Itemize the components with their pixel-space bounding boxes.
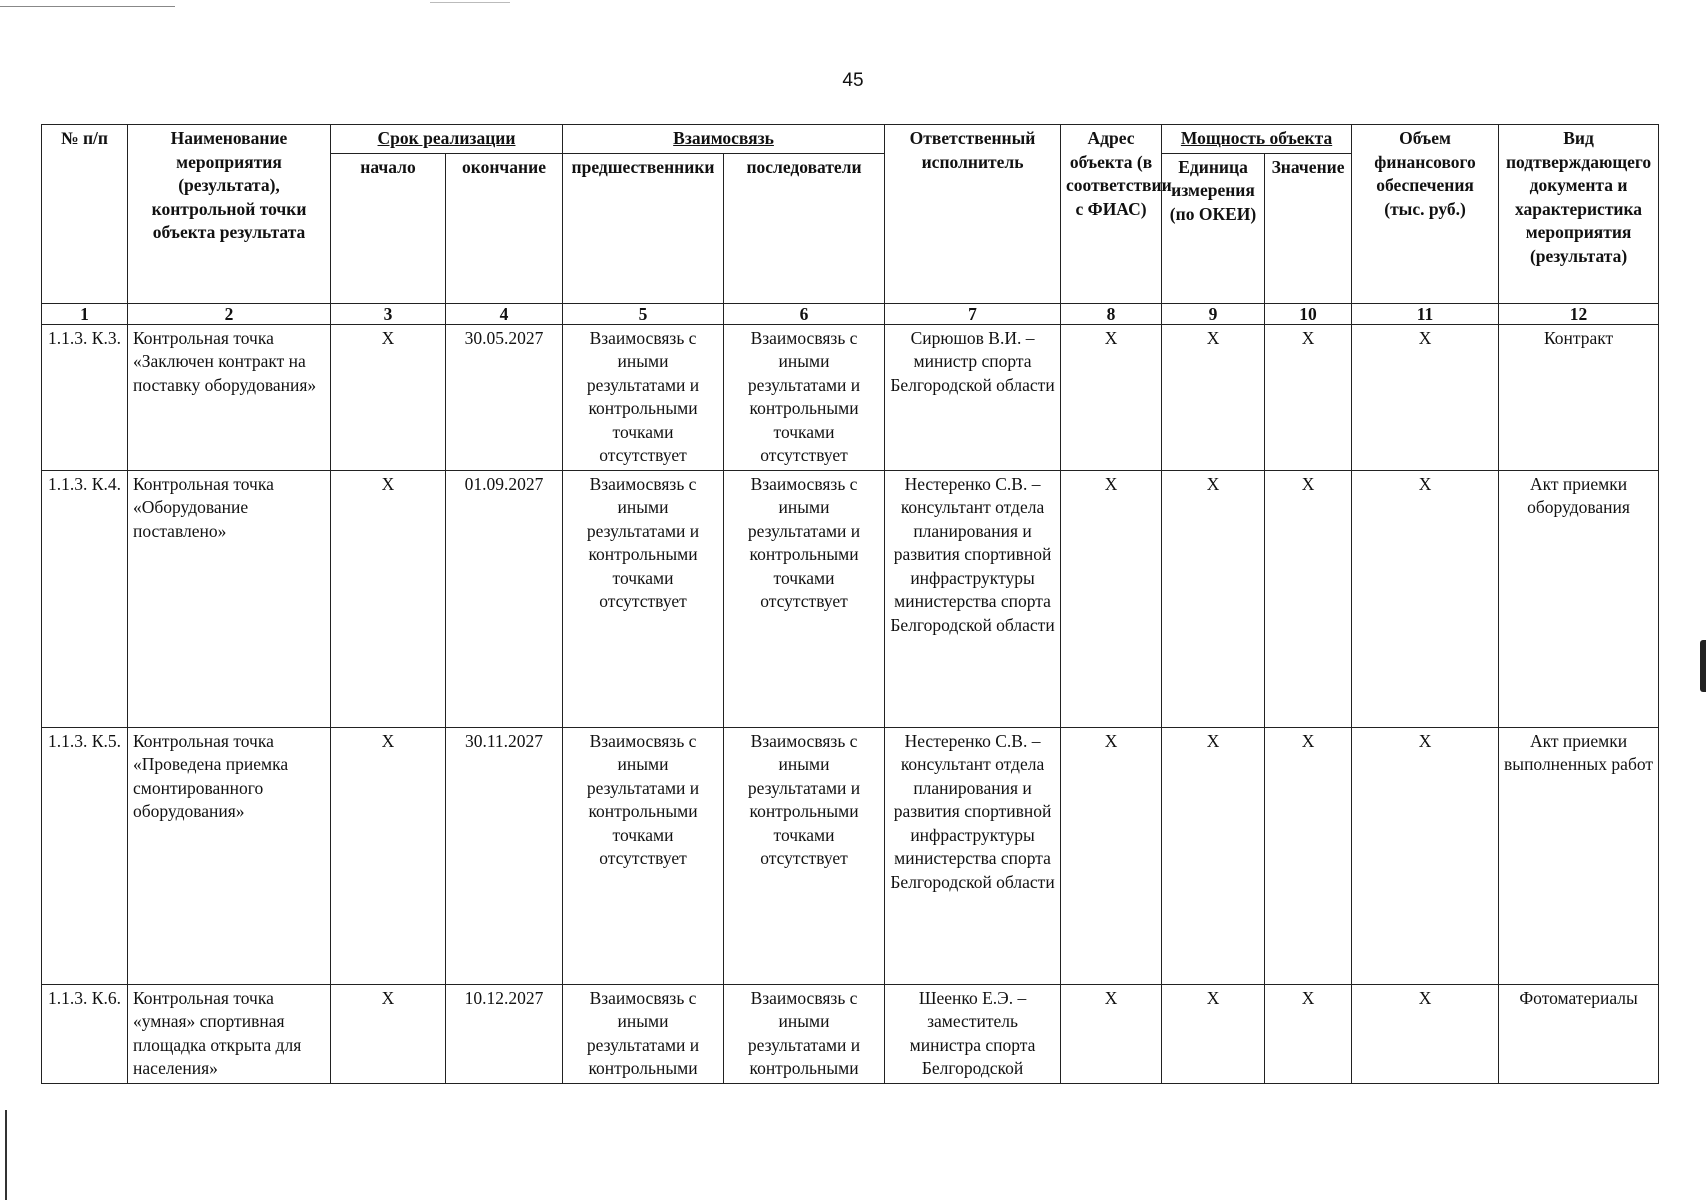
row-predecessors: Взаимосвязь с иными результатами и контрольными точками отсутствует: [563, 727, 724, 984]
column-number: 6: [724, 303, 885, 324]
header-num: № п/п: [42, 125, 128, 304]
row-finance: X: [1352, 470, 1499, 727]
row-unit: X: [1162, 727, 1265, 984]
table-row: [42, 324, 1659, 470]
row-doc: Фотоматериалы: [1499, 984, 1659, 1083]
row-num: 1.1.3. К.6.: [42, 984, 128, 1083]
header-finance: Объем финансового обеспечения (тыс. руб.): [1352, 125, 1499, 304]
row-predecessors: Взаимосвязь с иными результатами и контрольными точками отсутствует: [563, 324, 724, 470]
row-successors: Взаимосвязь с иными результатами и контрольными точками отсутствует: [724, 727, 885, 984]
column-number: 7: [885, 303, 1061, 324]
page-number: 45: [842, 70, 864, 91]
row-successors: Взаимосвязь с иными результатами и контрольными: [724, 984, 885, 1083]
column-number: 5: [563, 303, 724, 324]
header-end: окончание: [446, 153, 563, 303]
row-name: Контрольная точка «Заключен контракт на поставку оборудования»: [128, 324, 331, 470]
row-start: X: [331, 984, 446, 1083]
row-start: X: [331, 470, 446, 727]
header-address: Адрес объекта (в соответствии с ФИАС): [1061, 125, 1162, 304]
row-doc: Контракт: [1499, 324, 1659, 470]
header-name: Наименование мероприятия (результата), контрольной точки объекта результата: [128, 125, 331, 304]
header-predecessors: предшественники: [563, 153, 724, 303]
row-value: X: [1265, 470, 1352, 727]
row-doc: Акт приемки выполненных работ: [1499, 727, 1659, 984]
row-responsible: Нестеренко С.В. – консультант отдела планирования и развития спортивной инфраструктуры министерства спорта Белгородской области: [885, 727, 1061, 984]
header-value: Значение: [1265, 153, 1352, 303]
row-value: X: [1265, 727, 1352, 984]
column-number: 8: [1061, 303, 1162, 324]
scan-artifact-line: [430, 2, 510, 3]
header-successors: последователи: [724, 153, 885, 303]
row-num: 1.1.3. К.3.: [42, 324, 128, 470]
header-row-1: [42, 125, 1659, 154]
row-name: Контрольная точка «умная» спортивная площадка открыта для населения»: [128, 984, 331, 1083]
row-num: 1.1.3. К.5.: [42, 727, 128, 984]
column-number: 3: [331, 303, 446, 324]
row-end: 01.09.2027: [446, 470, 563, 727]
row-value: X: [1265, 984, 1352, 1083]
row-finance: X: [1352, 727, 1499, 984]
column-number-row: [42, 303, 1659, 324]
column-number: 1: [42, 303, 128, 324]
column-number: 10: [1265, 303, 1352, 324]
row-value: X: [1265, 324, 1352, 470]
row-predecessors: Взаимосвязь с иными результатами и контрольными точками отсутствует: [563, 470, 724, 727]
row-num: 1.1.3. К.4.: [42, 470, 128, 727]
row-responsible: Сирюшов В.И. – министр спорта Белгородской области: [885, 324, 1061, 470]
row-start: X: [331, 727, 446, 984]
table-row: [42, 470, 1659, 727]
scan-artifact-mark: [5, 1110, 7, 1200]
row-address: X: [1061, 984, 1162, 1083]
row-address: X: [1061, 324, 1162, 470]
column-number: 9: [1162, 303, 1265, 324]
row-successors: Взаимосвязь с иными результатами и контрольными точками отсутствует: [724, 324, 885, 470]
column-number: 2: [128, 303, 331, 324]
row-end: 10.12.2027: [446, 984, 563, 1083]
column-number: 12: [1499, 303, 1659, 324]
scan-artifact-mark: [1700, 640, 1706, 692]
row-unit: X: [1162, 470, 1265, 727]
row-start: X: [331, 324, 446, 470]
table-row: [42, 727, 1659, 984]
row-predecessors: Взаимосвязь с иными результатами и контрольными: [563, 984, 724, 1083]
row-unit: X: [1162, 984, 1265, 1083]
scan-artifact-line: [0, 6, 175, 7]
header-relation: Взаимосвязь: [563, 125, 885, 154]
header-start: начало: [331, 153, 446, 303]
header-doc-type: Вид подтверждающего документа и характеристика мероприятия (результата): [1499, 125, 1659, 304]
column-number: 4: [446, 303, 563, 324]
row-end: 30.05.2027: [446, 324, 563, 470]
row-name: Контрольная точка «Проведена приемка смонтированного оборудования»: [128, 727, 331, 984]
plan-table: [41, 124, 1659, 1084]
row-name: Контрольная точка «Оборудование поставлено»: [128, 470, 331, 727]
row-successors: Взаимосвязь с иными результатами и контрольными точками отсутствует: [724, 470, 885, 727]
row-end: 30.11.2027: [446, 727, 563, 984]
table-row: [42, 984, 1659, 1083]
row-address: X: [1061, 727, 1162, 984]
row-doc: Акт приемки оборудования: [1499, 470, 1659, 727]
row-finance: X: [1352, 984, 1499, 1083]
column-number: 11: [1352, 303, 1499, 324]
row-finance: X: [1352, 324, 1499, 470]
header-unit: Единица измерения (по ОКЕИ): [1162, 153, 1265, 303]
row-unit: X: [1162, 324, 1265, 470]
row-address: X: [1061, 470, 1162, 727]
header-responsible: Ответственный исполнитель: [885, 125, 1061, 304]
header-capacity: Мощность объекта: [1162, 125, 1352, 154]
row-responsible: Нестеренко С.В. – консультант отдела планирования и развития спортивной инфраструктуры министерства спорта Белгородской области: [885, 470, 1061, 727]
row-responsible: Шеенко Е.Э. – заместитель министра спорта Белгородской: [885, 984, 1061, 1083]
header-term: Срок реализации: [331, 125, 563, 154]
